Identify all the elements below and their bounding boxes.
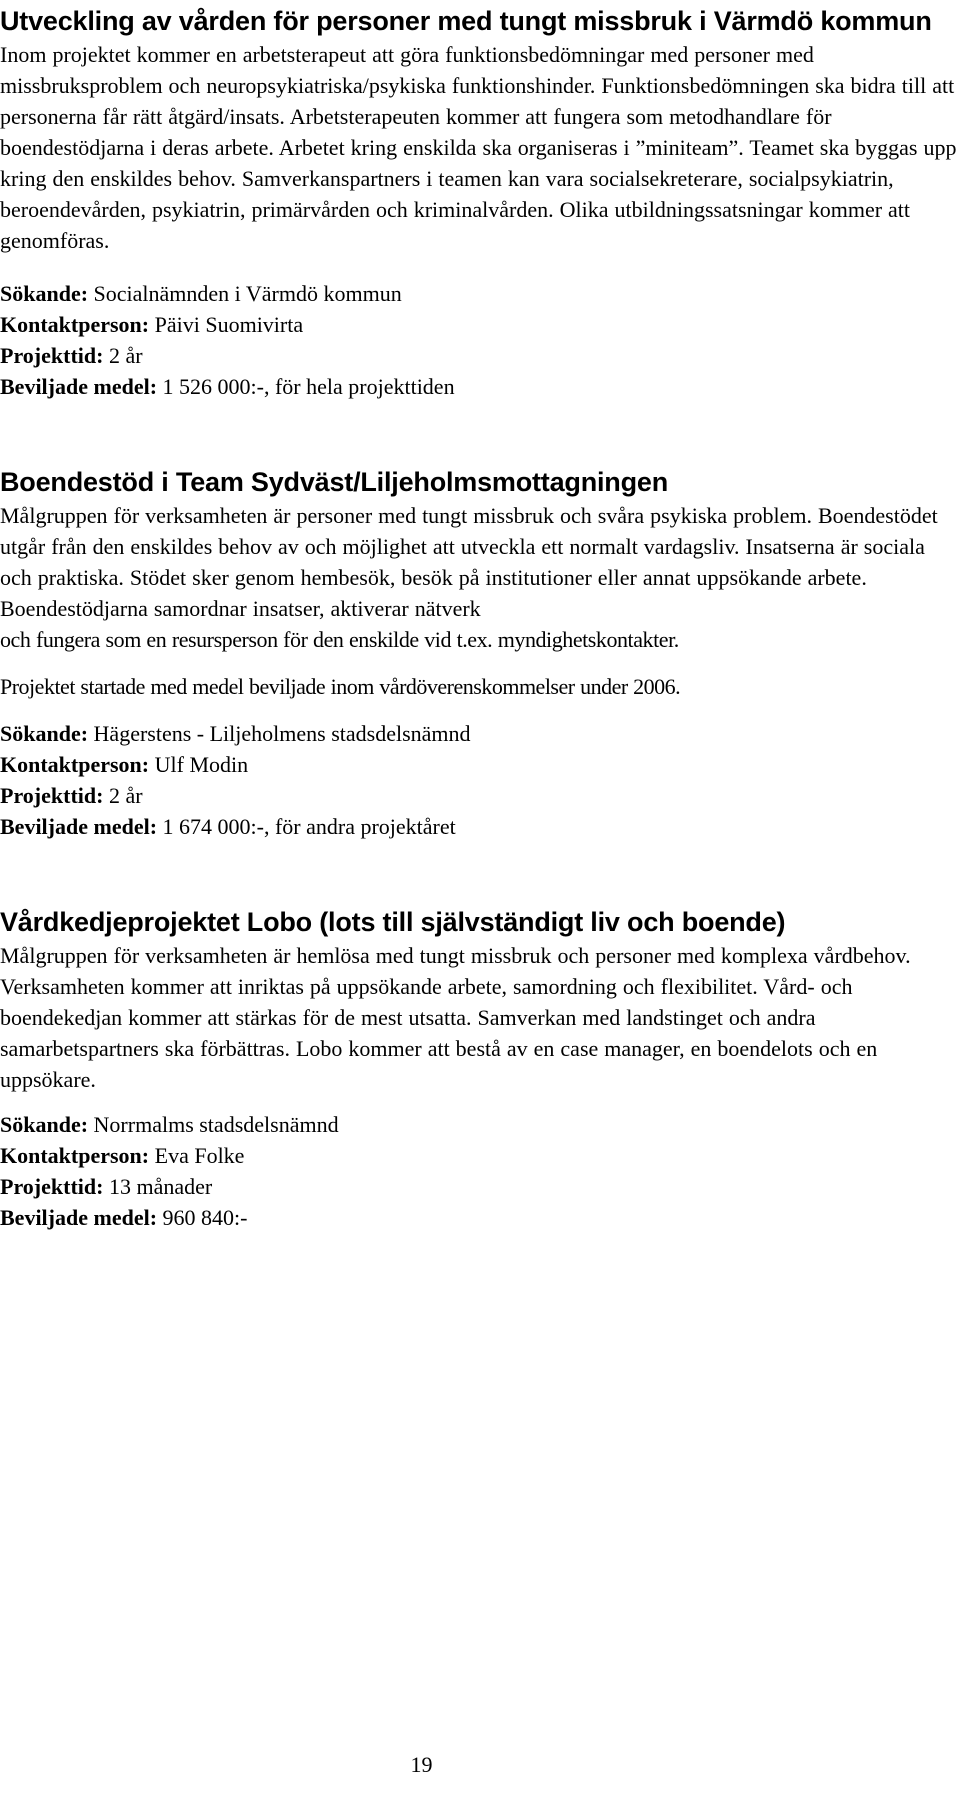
duration-row	[0, 780, 960, 811]
section-title: Boendestöd i Team Sydväst/Liljeholmsmottagningen	[0, 467, 668, 497]
section-title: Vårdkedjeprojektet Lobo (lots till självständigt liv och boende)	[0, 907, 786, 937]
section-body: Inom projektet kommer en arbetsterapeut att göra funktionsbedömningar med personer med missbruksproblem och neuropsykiatriska/psykiska funktionshinder. Funktionsbedömningen ska bidra till att personerna får rätt åtgärd/insats. Arbetsterapeuten kommer att fungera som metodhandlare för boendestödjarna i deras arbete. Arbetet kring enskilda ska organiseras i ”miniteam”. Teamet ska byggas upp kring den enskildes behov. Samverkanspartners i teamen kan vara socialsekreterare, socialpsykiatrin, beroendevården, psykiatrin, primärvården och kriminalvården. Olika utbildningssatsningar kommer att genomföras.	[0, 42, 957, 253]
duration-label: Projekttid:	[0, 783, 104, 808]
duration-value: 2 år	[103, 343, 143, 368]
applicant-value: Norrmalms stadsdelsnämnd	[88, 1112, 339, 1137]
applicant-label: Sökande:	[0, 1112, 89, 1137]
section-team-sydvast	[0, 464, 960, 842]
duration-value: 2 år	[103, 783, 143, 808]
applicant-label: Sökande:	[0, 281, 89, 306]
funding-row	[0, 371, 960, 402]
contact-row	[0, 1140, 960, 1171]
applicant-row	[0, 278, 960, 309]
applicant-label: Sökande:	[0, 721, 89, 746]
section-lobo	[0, 904, 960, 1233]
section-body: Målgruppen för verksamheten är hemlösa med tungt missbruk och personer med komplexa vårdbehov. Verksamheten kommer att inriktas på uppsökande arbete, samordning och flexibilitet. Vård- och boendekedjan kommer att stärkas för de mest utsatta. Samverkan med landstinget och andra samarbetspartners ska förbättras. Lobo kommer att bestå av en case manager, en boendelots och en uppsökare.	[0, 943, 911, 1092]
funding-value: 1 526 000:-, för hela projekttiden	[157, 374, 455, 399]
funding-label: Beviljade medel:	[0, 1205, 158, 1230]
project-meta	[0, 718, 960, 842]
funding-value: 960 840:-	[157, 1205, 248, 1230]
applicant-value: Hägerstens - Liljeholmens stadsdelsnämnd	[88, 721, 471, 746]
project-meta	[0, 278, 960, 402]
duration-value: 13 månader	[103, 1174, 213, 1199]
contact-value: Päivi Suomivirta	[149, 312, 304, 337]
section-varmdo	[0, 0, 960, 402]
duration-label: Projekttid:	[0, 1174, 104, 1199]
duration-label: Projekttid:	[0, 343, 104, 368]
contact-label: Kontaktperson:	[0, 312, 150, 337]
applicant-row	[0, 1109, 960, 1140]
funding-row	[0, 1202, 960, 1233]
page-number: 19	[410, 1752, 433, 1777]
funding-label: Beviljade medel:	[0, 374, 158, 399]
funding-label: Beviljade medel:	[0, 814, 158, 839]
duration-row	[0, 340, 960, 371]
contact-value: Eva Folke	[149, 1143, 245, 1168]
section-body-continued: och fungera som en resursperson för den enskilde vid t.ex. myndighetskontakter.	[0, 627, 679, 652]
applicant-row	[0, 718, 960, 749]
contact-row	[0, 309, 960, 340]
funding-row	[0, 811, 960, 842]
section-body: Målgruppen för verksamheten är personer med tungt missbruk och svåra psykiska problem. Boendestödet utgår från den enskildes behov av och möjlighet att utveckla ett normalt vardagsliv. Insatserna är sociala och praktiska. Stödet sker genom hembesök, besök på institutioner eller annat uppsökande arbete. Boendestödjarna samordnar insatser, aktiverar nätverk	[0, 503, 938, 621]
contact-label: Kontaktperson:	[0, 1143, 150, 1168]
funding-value: 1 674 000:-, för andra projektåret	[157, 814, 456, 839]
duration-row	[0, 1171, 960, 1202]
contact-row	[0, 749, 960, 780]
project-meta	[0, 1109, 960, 1233]
applicant-value: Socialnämnden i Värmdö kommun	[88, 281, 402, 306]
section-note: Projektet startade med medel beviljade inom vårdöverenskommelser under 2006.	[0, 674, 681, 699]
section-title: Utveckling av vården för personer med tungt missbruk i Värmdö kommun	[0, 6, 932, 36]
contact-label: Kontaktperson:	[0, 752, 150, 777]
contact-value: Ulf Modin	[149, 752, 249, 777]
